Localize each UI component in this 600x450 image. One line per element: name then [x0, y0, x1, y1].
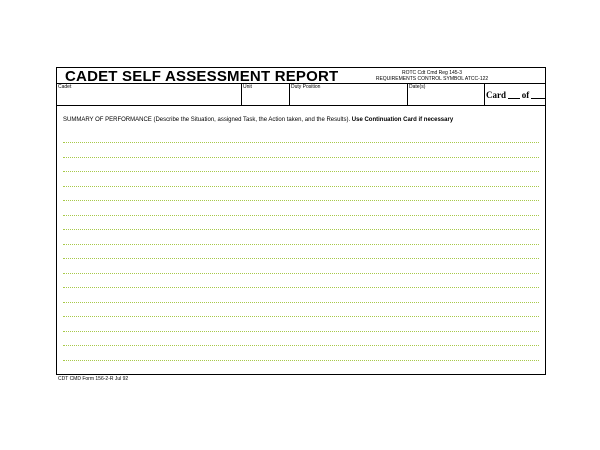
duty-position-label: Duty Position	[291, 84, 321, 90]
card-label: Card	[486, 89, 506, 100]
ruled-line	[63, 345, 539, 346]
ruled-line	[63, 215, 539, 216]
cadet-label: Cadet	[58, 84, 72, 90]
summary-text: SUMMARY OF PERFORMANCE (Describe the Situation, assigned Task, the Action taken, and the Results).	[63, 117, 351, 123]
ruled-line	[63, 331, 539, 332]
card-total-blank[interactable]	[531, 91, 545, 99]
ruled-line	[63, 157, 539, 158]
dates-field[interactable]	[408, 84, 485, 105]
ruled-line	[63, 171, 539, 172]
requirements-control-symbol: REQUIREMENTS CONTROL SYMBOL ATCC-122	[375, 76, 489, 82]
unit-field[interactable]	[242, 84, 290, 105]
assessment-form	[56, 67, 546, 375]
dates-label: Date(s)	[409, 84, 426, 90]
ruled-line	[63, 287, 539, 288]
form-header	[57, 68, 545, 84]
ruled-line	[63, 200, 539, 201]
form-number: CDT CMD Form 156-2-R Jul 92	[58, 376, 129, 382]
field-row	[57, 84, 545, 106]
regulation-reference: ROTC Cdt Cmd Reg 145-3	[401, 70, 463, 76]
ruled-line	[63, 244, 539, 245]
card-number[interactable]	[483, 84, 545, 105]
summary-instructions	[63, 117, 453, 123]
card-of-label: of	[521, 89, 530, 100]
card-number-blank[interactable]	[508, 91, 520, 99]
cadet-field[interactable]	[57, 84, 242, 105]
ruled-line	[63, 186, 539, 187]
ruled-line	[63, 316, 539, 317]
ruled-line	[63, 229, 539, 230]
ruled-line	[63, 258, 539, 259]
form-title: CADET SELF ASSESSMENT REPORT	[65, 68, 339, 85]
ruled-line	[63, 360, 539, 361]
unit-label: Unit	[243, 84, 252, 90]
regulation-block	[369, 70, 495, 82]
continuation-note: Use Continuation Card if necessary	[351, 117, 454, 123]
duty-position-field[interactable]	[290, 84, 408, 105]
ruled-line	[63, 273, 539, 274]
ruled-line	[63, 142, 539, 143]
ruled-line	[63, 302, 539, 303]
